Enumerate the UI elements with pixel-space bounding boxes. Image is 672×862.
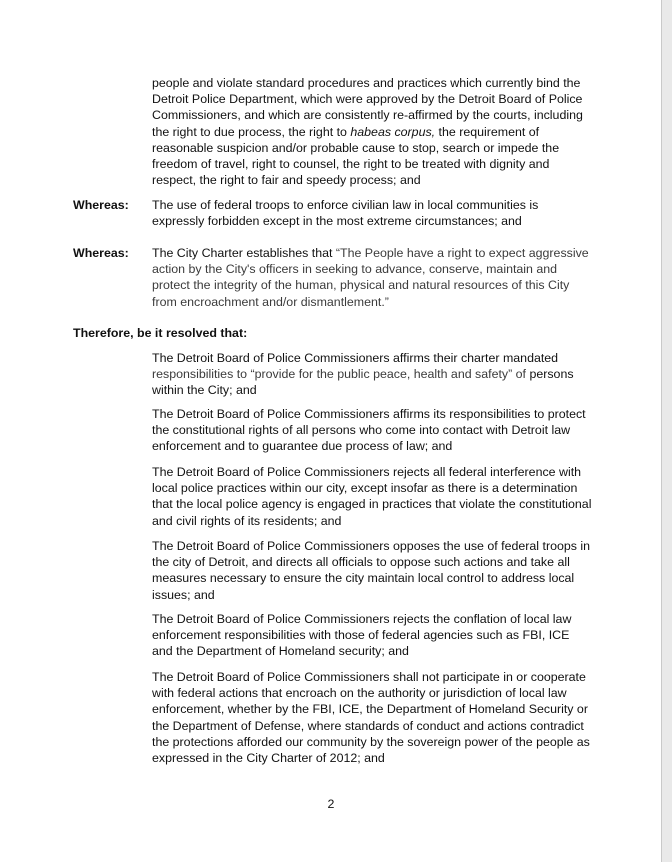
resolved-1-quote: responsibilities to “provide for the public peace, health and safety” of <box>152 367 527 382</box>
resolved-paragraph-4: The Detroit Board of Police Commissioners opposes the use of federal troops in the city of Detroit, and directs all officials to oppose such actions and take all measures necessary to ensure the city maintain local control to address local issues; and <box>152 539 591 602</box>
whereas-label-1: Whereas: <box>73 198 129 212</box>
resolved-paragraph-5: The Detroit Board of Police Commissioners rejects the conflation of local law enforcement responsibilities with those of federal agencies such as FBI, ICE and the Department of Homeland security; and <box>152 612 572 659</box>
whereas-paragraph-2 <box>152 245 592 310</box>
continued-text-b: the requirement of reasonable suspicion and/or probable cause to stop, search or impede the freedom of travel, right to counsel, the right to be treated with dignity and respect, the right to fair and speedy process; and <box>152 124 560 188</box>
resolved-1-lead: The Detroit Board of Police Commissioners affirms their charter mandated <box>152 351 559 365</box>
resolved-paragraph-1 <box>152 350 592 399</box>
continued-paragraph <box>152 75 592 188</box>
therefore-heading: Therefore, be it resolved that: <box>73 326 248 340</box>
whereas-2-lead: The City Charter establishes that <box>152 246 336 260</box>
continued-text-a: people and violate standard procedures and practices which currently bind the Detroit Police Department, which were approved by the Detroit Board of Police Commissioners, and which are consistently re-affirmed by the courts, including the right to due process, the right to <box>152 76 583 139</box>
habeas-corpus-italic: habeas corpus, <box>350 124 436 139</box>
viewer-scrollbar[interactable] <box>661 0 672 862</box>
page-number: 2 <box>327 797 335 811</box>
resolved-paragraph-2: The Detroit Board of Police Commissioners affirms its responsibilities to protect the constitutional rights of all persons who come into contact with Detroit law enforcement and to guarantee due process of law; and <box>152 407 586 454</box>
whereas-label-2: Whereas: <box>73 246 129 260</box>
city-charter-quote: “The People have a right to expect aggressive action by the City's officers in seeking to advance, conserve, maintain and protect the integrity of the human, physical and natural resources of this City from encroachment and/or dismantlement.” <box>152 246 589 309</box>
resolved-paragraph-6: The Detroit Board of Police Commissioners shall not participate in or cooperate with federal actions that encroach on the authority or jurisdiction of local law enforcement, whether by the FBI, ICE, the Department of Homeland Security or the Department of Defense, where standards of conduct and actions contradict the protections afforded our community by the sovereign power of the people as expressed in the City Charter of 2012; and <box>152 670 590 766</box>
resolved-1-tail: persons within the City; and <box>152 367 574 398</box>
whereas-paragraph-1: The use of federal troops to enforce civilian law in local communities is expressly forbidden except in the most extreme circumstances; and <box>152 198 539 229</box>
resolved-paragraph-3: The Detroit Board of Police Commissioners rejects all federal interference with local police practices within our city, except insofar as there is a determination that the local police agency is engaged in practices that violate the constitutional and civil rights of its residents; and <box>152 465 592 528</box>
